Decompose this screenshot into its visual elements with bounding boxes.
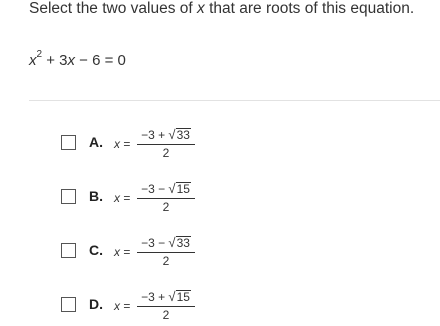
checkbox-c[interactable] bbox=[61, 243, 76, 258]
answer-option-c[interactable] bbox=[61, 235, 261, 269]
square-root bbox=[168, 127, 191, 143]
prompt-variable: x bbox=[197, 0, 205, 17]
equation bbox=[29, 49, 126, 69]
equation-variable-2: x bbox=[67, 52, 75, 69]
square-root bbox=[168, 289, 191, 305]
equation-exponent: 2 bbox=[36, 49, 43, 60]
lhs-equals: = bbox=[120, 191, 131, 205]
fraction-numerator bbox=[137, 289, 195, 305]
fraction-bar bbox=[137, 144, 195, 145]
option-letter: B. bbox=[89, 188, 103, 204]
square-root bbox=[168, 235, 191, 251]
square-root bbox=[168, 181, 191, 197]
equation-middle: + 3 bbox=[42, 52, 68, 69]
radicand: 15 bbox=[176, 290, 190, 304]
checkbox-b[interactable] bbox=[61, 189, 76, 204]
option-letter: C. bbox=[89, 242, 103, 258]
option-lhs bbox=[114, 245, 130, 259]
fraction-denominator: 2 bbox=[162, 254, 170, 268]
fraction-numerator bbox=[137, 235, 195, 251]
answer-option-b[interactable] bbox=[61, 181, 261, 215]
fraction bbox=[137, 127, 195, 160]
fraction-bar bbox=[137, 198, 195, 199]
fraction-numerator bbox=[137, 181, 195, 197]
lhs-variable: x bbox=[114, 245, 120, 259]
lhs-equals: = bbox=[120, 137, 131, 151]
answer-option-d[interactable] bbox=[61, 289, 261, 323]
prompt-text-before: Select the two values of bbox=[29, 0, 198, 17]
prompt-text-after: that are roots of this equation. bbox=[204, 0, 415, 17]
numerator-prefix: −3 − bbox=[141, 236, 169, 250]
radical-icon: √ bbox=[168, 127, 176, 142]
numerator-prefix: −3 − bbox=[141, 182, 169, 196]
checkbox-a[interactable] bbox=[61, 135, 76, 150]
divider bbox=[29, 100, 440, 101]
lhs-variable: x bbox=[114, 191, 120, 205]
fraction-bar bbox=[137, 306, 195, 307]
lhs-equals: = bbox=[120, 299, 131, 313]
option-letter: D. bbox=[89, 296, 103, 312]
option-lhs bbox=[114, 299, 130, 313]
option-lhs bbox=[114, 137, 130, 151]
answer-option-a[interactable] bbox=[61, 127, 261, 161]
radicand: 33 bbox=[176, 236, 190, 250]
fraction-denominator: 2 bbox=[162, 200, 170, 214]
fraction bbox=[137, 235, 195, 268]
checkbox-d[interactable] bbox=[61, 297, 76, 312]
radicand: 15 bbox=[176, 182, 190, 196]
lhs-variable: x bbox=[114, 137, 120, 151]
option-lhs bbox=[114, 191, 130, 205]
lhs-variable: x bbox=[114, 299, 120, 313]
fraction-denominator: 2 bbox=[162, 308, 170, 322]
fraction bbox=[137, 289, 195, 322]
numerator-prefix: −3 + bbox=[141, 290, 169, 304]
radical-icon: √ bbox=[168, 181, 176, 196]
question-prompt bbox=[29, 0, 414, 18]
numerator-prefix: −3 + bbox=[141, 128, 169, 142]
radical-icon: √ bbox=[168, 235, 176, 250]
radical-icon: √ bbox=[168, 289, 176, 304]
option-letter: A. bbox=[89, 134, 103, 150]
fraction-numerator bbox=[137, 127, 195, 143]
radicand: 33 bbox=[176, 128, 190, 142]
lhs-equals: = bbox=[120, 245, 131, 259]
fraction bbox=[137, 181, 195, 214]
fraction-denominator: 2 bbox=[162, 146, 170, 160]
equation-variable: x bbox=[29, 52, 37, 69]
equation-tail: − 6 = 0 bbox=[75, 52, 126, 69]
fraction-bar bbox=[137, 252, 195, 253]
